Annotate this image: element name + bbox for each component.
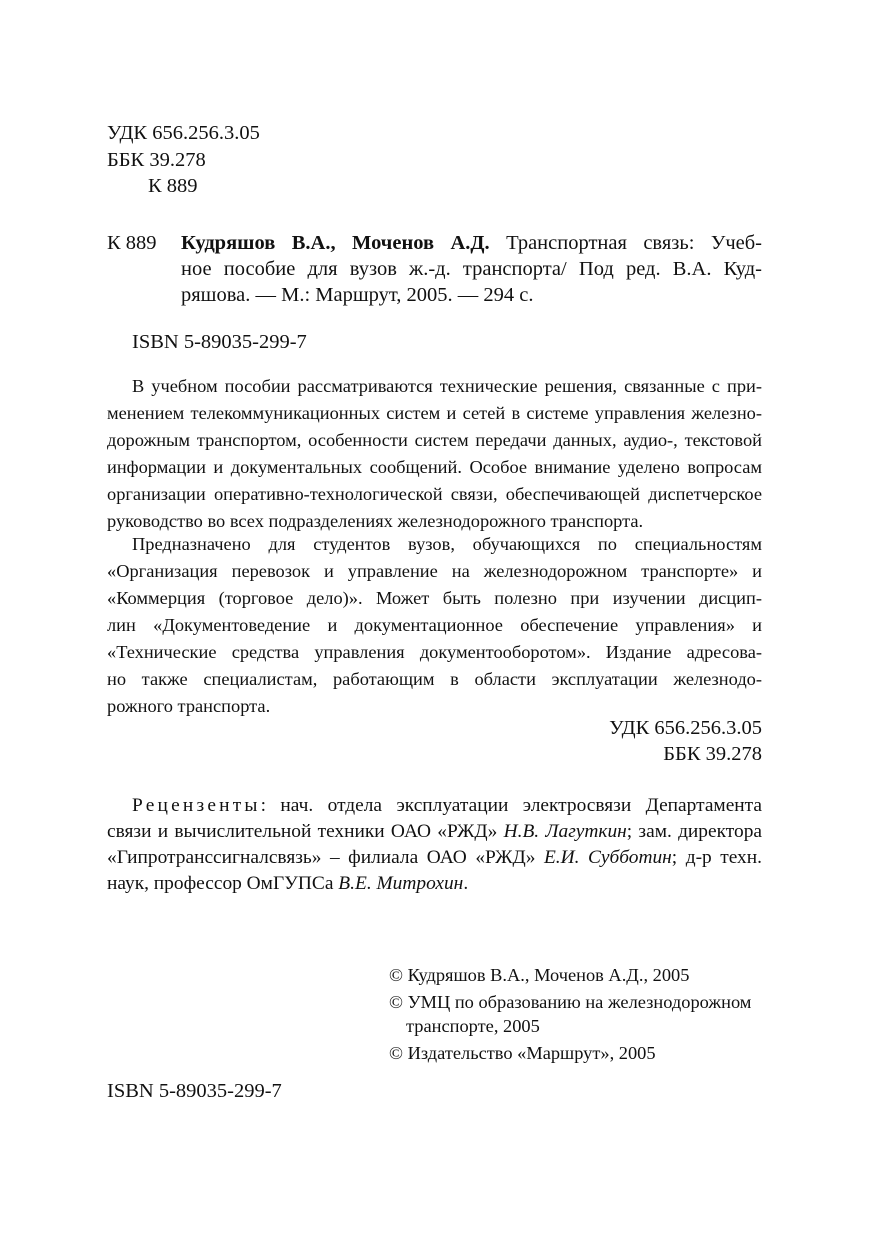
annotation-line: лин «Документоведение и документационное обеспечение управления» и [107, 615, 762, 635]
reviewers-label: Рецензенты [132, 795, 261, 816]
bib-line-3: ряшова. — М.: Маршрут, 2005. — 294 с. [181, 284, 534, 306]
reviewer-name: Н.В. Лагуткин [503, 821, 627, 842]
bib-record [181, 231, 762, 307]
reviewers-text: «Гипротранссигналсвязь» – филиала ОАО «РЖД» [107, 847, 544, 868]
udk-code: УДК 656.256.3.05 [107, 122, 260, 144]
copyright-authors: © Кудряшов В.А., Моченов А.Д., 2005 [389, 965, 690, 985]
annotation-line: руководство во всех подразделениях железнодорожного транспорта. [107, 511, 644, 531]
reviewer-name: В.Е. Митрохин [338, 873, 464, 894]
annotation-line: В учебном пособии рассматриваются технические решения, связанные с при- [132, 376, 762, 396]
reviewers-line-3 [107, 846, 762, 870]
annotation-line: рожного транспорта. [107, 696, 271, 716]
reviewer-name: Е.И. Субботин [543, 847, 672, 868]
reviewers-block [107, 794, 762, 896]
annotation-line: организации оперативно-технологической связи, обеспечивающей диспетчерское [107, 484, 762, 504]
isbn-top: ISBN 5-89035-299-7 [132, 331, 307, 353]
reviewers-line-1 [107, 794, 762, 818]
author-mark: К 889 [148, 175, 198, 197]
reviewers-text: связи и вычислительной техники ОАО «РЖД» [107, 821, 504, 842]
annotation-line: «Коммерция (торговое дело)». Может быть полезно при изучении дисцип- [107, 588, 762, 608]
annotation-line: дорожным транспортом, особенности систем передачи данных, аудио-, текстовой [107, 430, 762, 450]
bib-authors: Кудряшов В.А., Моченов А.Д. [181, 232, 490, 254]
bib-line-2: ное пособие для вузов ж.-д. транспорта/ Под ред. В.А. Куд- [181, 258, 762, 280]
reviewers-text: ; зам. директора [626, 821, 762, 842]
annotation-line: «Организация перевозок и управление на железнодорожном транспорте» и [107, 561, 762, 581]
bib-mark: К 889 [107, 232, 157, 254]
reviewers-text: наук, профессор ОмГУПСа [107, 873, 339, 894]
bib-title: Транспортная связь: Учеб- [489, 232, 762, 254]
annotation-line: информации и документальных сообщений. Особое внимание уделено вопросам [107, 457, 762, 477]
copyright-block [389, 963, 751, 1065]
annotation-line: Предназначено для студентов вузов, обучающихся по специальностям [132, 534, 762, 554]
annotation-line: но также специалистам, работающим в области эксплуатации железнодо- [107, 669, 762, 689]
copyright-umc: © УМЦ по образованию на железнодорожном [389, 992, 752, 1012]
reviewers-text: : нач. отдела эксплуатации электросвязи Департамента [260, 795, 762, 816]
annotation-paragraph-2 [107, 532, 762, 718]
reviewers-line-2 [107, 820, 762, 844]
isbn-bottom: ISBN 5-89035-299-7 [107, 1080, 282, 1102]
reviewers-text: ; д-р техн. [671, 847, 762, 868]
annotation-line: «Технические средства управления документооборотом». Издание адресова- [107, 642, 762, 662]
bib-line-1 [181, 231, 762, 255]
annotation-line: менением телекоммуникационных систем и сетей в системе управления железно- [107, 403, 762, 423]
reviewers-line-4 [107, 872, 762, 896]
copyright-umc-cont: транспорте, 2005 [406, 1016, 540, 1036]
copyright-publisher: © Издательство «Маршрут», 2005 [389, 1043, 656, 1063]
reviewers-text: . [463, 873, 469, 894]
annotation-paragraph-1 [107, 374, 762, 533]
udk-code-bottom: УДК 656.256.3.05 [609, 717, 762, 739]
bbk-code: ББК 39.278 [107, 149, 206, 171]
bbk-code-bottom: ББК 39.278 [663, 743, 762, 765]
